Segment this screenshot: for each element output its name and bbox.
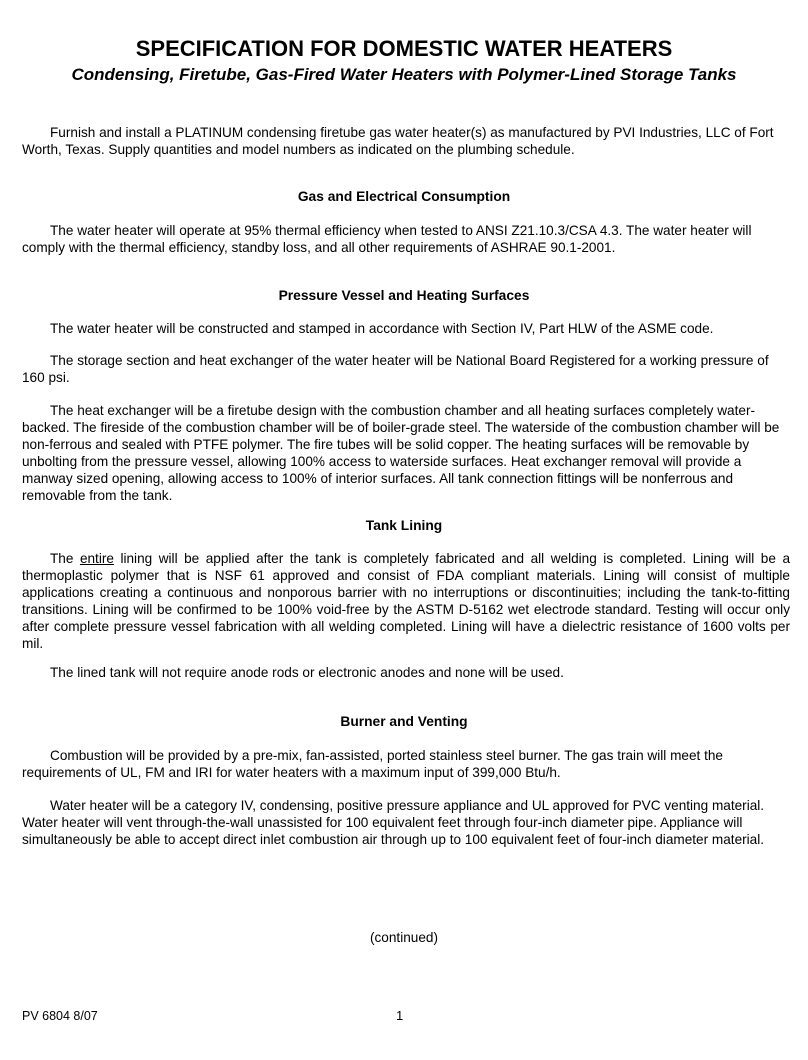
lining-text-1-underlined: entire <box>79 551 114 566</box>
lining-text-2: The lined tank will not require anode rods or electronic anodes and none will be used. <box>50 665 564 680</box>
pressure-text-2: The storage section and heat exchanger of the water heater will be National Board Registered for a working pressure of 160 psi. <box>22 353 769 385</box>
heading-pressure-vessel: Pressure Vessel and Heating Surfaces <box>278 288 530 303</box>
continued-note: (continued) <box>369 930 438 945</box>
burner-text-1: Combustion will be provided by a pre-mix, fan-assisted, ported stainless steel burner. The gas train will meet the requirements of UL, FM and IRI for water heaters with a maximum input of 399,000 Btu/h. <box>22 748 723 780</box>
heading-tank-lining: Tank Lining <box>365 518 443 533</box>
pressure-text-3: The heat exchanger will be a firetube design with the combustion chamber and all heating surfaces completely water-backed. The fireside of the combustion chamber will be of boiler-grade steel. The waterside of the combustion chamber will be non-ferrous and sealed with PTFE polymer. The fire tubes will be solid copper. The heating surfaces will be removable by unbolting from the pressure vessel, allowing 100% access to waterside surfaces. Heat exchanger removal will provide a manway sized opening, allowing access to 100% of interior surfaces. All tank connection fittings will be nonferrous and removable from the tank. <box>22 403 780 503</box>
gas-paragraph-1 <box>22 222 790 256</box>
heading-gas-electrical: Gas and Electrical Consumption <box>297 189 511 204</box>
pressure-paragraph-1 <box>22 320 790 337</box>
page-title: SPECIFICATION FOR DOMESTIC WATER HEATERS <box>135 36 673 61</box>
footer-page-number: 1 <box>396 1008 404 1023</box>
burner-paragraph-1 <box>22 747 790 781</box>
burner-paragraph-2 <box>22 797 790 848</box>
pressure-text-1: The water heater will be constructed and stamped in accordance with Section IV, Part HLW of the ASME code. <box>50 321 714 336</box>
footer-doc-id: PV 6804 8/07 <box>22 1009 98 1023</box>
lining-text-1-pre: The <box>50 551 80 566</box>
page-subtitle: Condensing, Firetube, Gas-Fired Water Heaters with Polymer-Lined Storage Tanks <box>71 65 737 84</box>
pressure-paragraph-2 <box>22 352 790 386</box>
heading-burner-venting: Burner and Venting <box>340 714 468 729</box>
lining-paragraph-1 <box>22 550 790 652</box>
lining-text-1-post: lining will be applied after the tank is completely fabricated and all welding is completed. Lining will be a thermoplastic polymer that is NSF 61 approved and consist of FDA compliant materials. Lining will consist of multiple applications creating a continuous and nonporous barrier with no interruptions or discontinuities; including the tank-to-fitting transitions. Lining will be confirmed to be 100% void-free by the ASTM D-5162 wet electrode standard. Testing will occur only after complete pressure vessel fabrication with all welding completed. Lining will have a dielectric resistance of 1600 volts per mil. <box>22 551 790 651</box>
intro-text: Furnish and install a PLATINUM condensing firetube gas water heater(s) as manufactured by PVI Industries, LLC of Fort Worth, Texas. Supply quantities and model numbers as indicated on the plumbing schedule. <box>22 125 774 157</box>
burner-text-2: Water heater will be a category IV, condensing, positive pressure appliance and UL approved for PVC venting material. Water heater will vent through-the-wall unassisted for 100 equivalent feet through four-inch diameter pipe. Appliance will simultaneously be able to accept direct inlet combustion air through up to 100 equivalent feet of four-inch diameter material. <box>22 798 765 847</box>
pressure-paragraph-3 <box>22 402 790 504</box>
gas-text-1: The water heater will operate at 95% thermal efficiency when tested to ANSI Z21.10.3/CSA 4.3. The water heater will comply with the thermal efficiency, standby loss, and all other requirements of ASHRAE 90.1-2001. <box>22 223 752 255</box>
intro-paragraph <box>22 124 790 158</box>
lining-paragraph-2 <box>22 664 790 681</box>
